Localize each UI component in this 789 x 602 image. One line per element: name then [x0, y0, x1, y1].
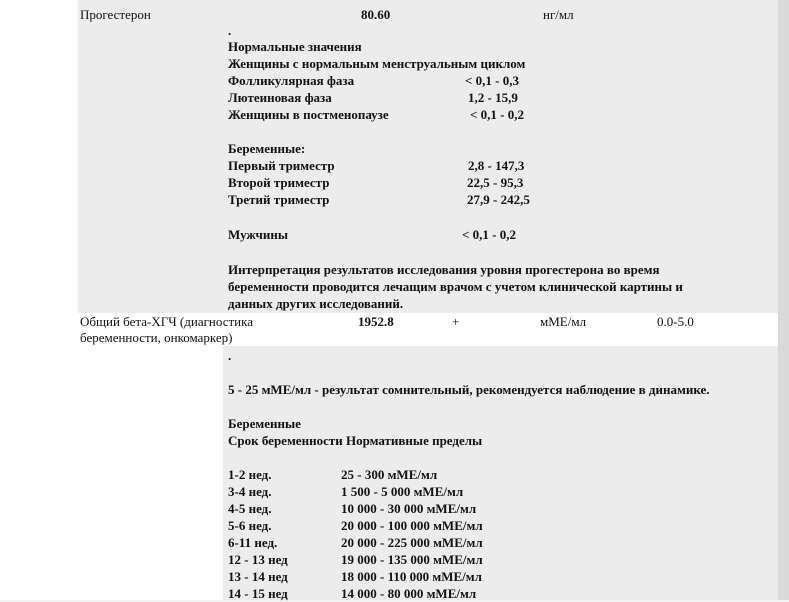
result-value-progesterone: 80.60: [361, 7, 391, 22]
men-range: < 0,1 - 0,2: [462, 227, 516, 242]
term-range: 14 000 - 80 000 мМЕ/мл: [341, 586, 477, 601]
norm-values-title: Нормальные значения: [228, 39, 362, 54]
unit-hcg: мМЕ/мл: [540, 314, 587, 329]
norm-range: 22,5 - 95,3: [467, 175, 524, 190]
term-range: 19 000 - 135 000 мМЕ/мл: [341, 552, 483, 567]
term-range: 10 000 - 30 000 мМЕ/мл: [341, 501, 477, 516]
term-label: 1-2 нед.: [228, 467, 272, 482]
result-flag-hcg: +: [452, 314, 460, 329]
norm-label: Третий триместр: [228, 192, 330, 207]
pregnant-title: Беременные: [228, 416, 301, 431]
separator-dot: .: [228, 348, 232, 363]
term-label: 13 - 14 нед: [228, 569, 288, 584]
test-name-hcg-line1: Общий бета-ХГЧ (диагностика: [80, 314, 254, 329]
norm-range: < 0,1 - 0,3: [465, 73, 519, 88]
term-range: 20 000 - 100 000 мМЕ/мл: [341, 518, 483, 533]
norm-label: Лютеиновая фаза: [228, 90, 332, 105]
term-range: 25 - 300 мМЕ/мл: [341, 467, 438, 482]
term-label: 4-5 нед.: [228, 501, 272, 516]
term-range: 1 500 - 5 000 мМЕ/мл: [341, 484, 464, 499]
term-label: 5-6 нед.: [228, 518, 272, 533]
norm-range: < 0,1 - 0,2: [470, 107, 524, 122]
result-value-hcg: 1952.8: [358, 314, 394, 329]
norm-label: Первый триместр: [228, 158, 335, 173]
norm-label: Фолликулярная фаза: [228, 73, 355, 88]
doubtful-note: 5 - 25 мМЕ/мл - результат сомнительный, рекомендуется наблюдение в динамике.: [228, 382, 710, 397]
norm-range: 1,2 - 15,9: [468, 90, 518, 105]
term-label: 14 - 15 нед: [228, 586, 288, 601]
interpretation-line: данных других исследований.: [228, 296, 404, 311]
term-label: 3-4 нед.: [228, 484, 272, 499]
reference-hcg: 0.0-5.0: [657, 314, 694, 329]
unit-progesterone: нг/мл: [543, 7, 574, 22]
men-label: Мужчины: [228, 227, 288, 242]
test-name-progesterone: Прогестерон: [80, 7, 151, 22]
term-range: 18 000 - 110 000 мМЕ/мл: [341, 569, 482, 584]
cycle-women-title: Женщины с нормальным менструальным циклом: [228, 56, 526, 71]
test-name-hcg-line2: беременности, онкомаркер): [80, 330, 233, 345]
scrollbar-track[interactable]: [778, 0, 789, 600]
term-label: 12 - 13 нед: [228, 552, 288, 567]
interpretation-line: Интерпретация результатов исследования уровня прогестерона во время: [228, 262, 660, 277]
norm-range: 27,9 - 242,5: [467, 192, 530, 207]
term-label: 6-11 нед.: [228, 535, 278, 550]
norm-table-header: Срок беременности Нормативные пределы: [228, 433, 483, 448]
norm-label: Второй триместр: [228, 175, 330, 190]
pregnant-title: Беременные:: [228, 141, 306, 156]
norm-label: Женщины в постменопаузе: [228, 107, 389, 122]
norm-range: 2,8 - 147,3: [468, 158, 525, 173]
term-range: 20 000 - 225 000 мМЕ/мл: [341, 535, 483, 550]
interpretation-line: беременности проводится лечащим врачом с учетом клинической картины и: [228, 279, 683, 294]
separator-dot: .: [228, 23, 232, 38]
